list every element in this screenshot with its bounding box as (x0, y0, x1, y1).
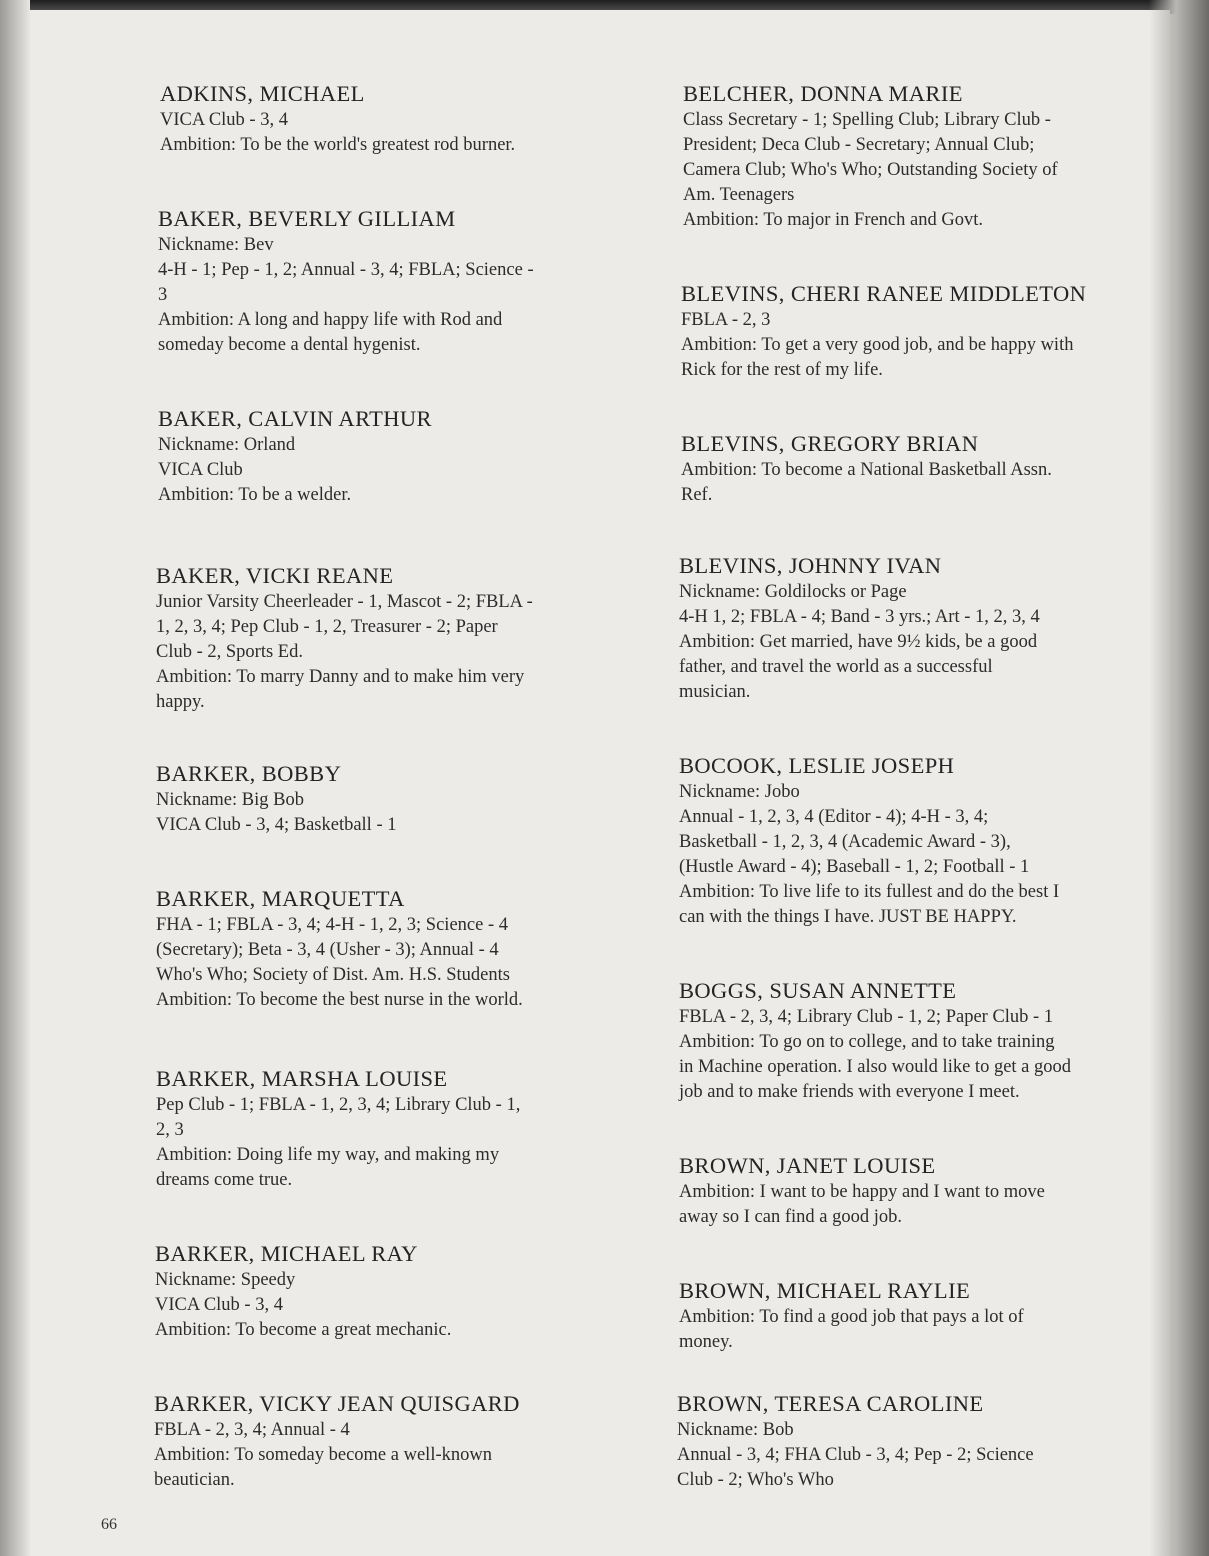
student-name: BLEVINS, CHERI RANEE MIDDLETON (681, 281, 1087, 306)
student-name: BARKER, VICKY JEAN QUISGARD (154, 1391, 520, 1416)
entry-detail-line: dreams come true. (156, 1170, 293, 1190)
entry-detail-line: 4-H - 1; Pep - 1, 2; Annual - 3, 4; FBLA; Science - (158, 260, 534, 280)
entry-detail-line: Ambition: To find a good job that pays a lot of (679, 1307, 1024, 1327)
entry-detail-line: Nickname: Speedy (155, 1270, 296, 1290)
entry-detail-line: happy. (156, 692, 205, 712)
entry-detail-line: VICA Club - 3, 4; Basketball - 1 (156, 815, 397, 835)
student-entry (679, 552, 1179, 705)
entry-detail-line: Class Secretary - 1; Spelling Club; Library Club - (683, 110, 1051, 130)
entry-detail-line: Am. Teenagers (683, 185, 795, 205)
student-name: BAKER, BEVERLY GILLIAM (158, 206, 456, 231)
entry-detail-line: Rick for the rest of my life. (681, 360, 883, 380)
entry-detail-line: FBLA - 2, 3, 4; Annual - 4 (154, 1420, 350, 1440)
entry-detail-line: VICA Club (158, 460, 243, 480)
entry-detail-line: Nickname: Goldilocks or Page (679, 582, 907, 602)
student-entry (156, 885, 626, 1013)
entry-detail-line: father, and travel the world as a successful (679, 657, 993, 677)
entry-detail-line: in Machine operation. I also would like to get a good (679, 1057, 1072, 1077)
entry-detail-line: Nickname: Jobo (679, 782, 800, 802)
entry-detail-line: Ambition: To become a great mechanic. (155, 1320, 452, 1340)
entry-detail-line: (Hustle Award - 4); Baseball - 1, 2; Football - 1 (679, 857, 1030, 877)
student-entry (156, 1065, 626, 1193)
student-name: BROWN, JANET LOUISE (679, 1153, 936, 1178)
student-name: BOGGS, SUSAN ANNETTE (679, 978, 957, 1003)
entry-detail-line: VICA Club - 3, 4 (155, 1295, 283, 1315)
entry-detail-line: 4-H 1, 2; FBLA - 4; Band - 3 yrs.; Art - 1, 2, 3, 4 (679, 607, 1040, 627)
entry-detail-line: Club - 2, Sports Ed. (156, 642, 303, 662)
entry-detail-line: Nickname: Bob (677, 1420, 794, 1440)
entry-detail-line: Ambition: To go on to college, and to take training (679, 1032, 1055, 1052)
entry-detail-line: Ambition: To become a National Basketball Assn. (681, 460, 1052, 480)
entry-detail-line: Nickname: Big Bob (156, 790, 304, 810)
entry-detail-line: FHA - 1; FBLA - 3, 4; 4-H - 1, 2, 3; Science - 4 (156, 915, 508, 935)
student-entry (156, 760, 626, 838)
entry-detail-line: someday become a dental hygenist. (158, 335, 421, 355)
student-name: BLEVINS, GREGORY BRIAN (681, 431, 979, 456)
student-name: BELCHER, DONNA MARIE (683, 81, 963, 106)
student-name: BROWN, MICHAEL RAYLIE (679, 1278, 971, 1303)
entry-detail-line: FBLA - 2, 3, 4; Library Club - 1, 2; Paper Club - 1 (679, 1007, 1054, 1027)
student-name: BOCOOK, LESLIE JOSEPH (679, 753, 955, 778)
student-name: BAKER, VICKI REANE (156, 563, 394, 588)
student-entry (679, 752, 1179, 930)
student-entry (158, 405, 628, 508)
entry-detail-line: job and to make friends with everyone I meet. (679, 1082, 1020, 1102)
student-name: BAKER, CALVIN ARTHUR (158, 406, 432, 431)
entry-detail-line: Club - 2; Who's Who (677, 1470, 834, 1490)
entry-detail-line: musician. (679, 682, 751, 702)
student-name: BLEVINS, JOHNNY IVAN (679, 553, 942, 578)
entry-detail-line: Ambition: To major in French and Govt. (683, 210, 983, 230)
student-name: BARKER, BOBBY (156, 761, 342, 786)
entry-detail-line: Ambition: To marry Danny and to make him very (156, 667, 525, 687)
student-entry (154, 1390, 624, 1493)
entry-detail-line: Camera Club; Who's Who; Outstanding Society of (683, 160, 1058, 180)
student-entry (681, 280, 1181, 383)
scan-left-edge (0, 0, 30, 1556)
student-entry (158, 205, 628, 358)
entry-detail-line: Ambition: A long and happy life with Rod and (158, 310, 503, 330)
entry-detail-line: 3 (158, 285, 168, 305)
student-name: BARKER, MARSHA LOUISE (156, 1066, 448, 1091)
student-entry (155, 1240, 625, 1343)
entry-detail-line: Ambition: To become the best nurse in the world. (156, 990, 523, 1010)
student-entry (156, 562, 626, 715)
student-entry (679, 977, 1179, 1105)
entry-detail-line: Ambition: To be the world's greatest rod burner. (160, 135, 516, 155)
entry-detail-line: Ambition: To live life to its fullest and do the best I (679, 882, 1060, 902)
student-name: ADKINS, MICHAEL (160, 81, 365, 106)
student-entry (683, 80, 1183, 233)
entry-detail-line: Ambition: To someday become a well-known (154, 1445, 492, 1465)
entry-detail-line: VICA Club - 3, 4 (160, 110, 288, 130)
entry-detail-line: money. (679, 1332, 733, 1352)
book-gutter-shadow (1149, 0, 1209, 1556)
entry-detail-line: 1, 2, 3, 4; Pep Club - 1, 2, Treasurer - 2; Paper (156, 617, 498, 637)
entry-detail-line: Pep Club - 1; FBLA - 1, 2, 3, 4; Library Club - 1, (156, 1095, 521, 1115)
student-name: BROWN, TERESA CAROLINE (677, 1391, 984, 1416)
entry-detail-line: Ambition: I want to be happy and I want to move (679, 1182, 1045, 1202)
entry-detail-line: FBLA - 2, 3 (681, 310, 771, 330)
entry-detail-line: Who's Who; Society of Dist. Am. H.S. Students (156, 965, 510, 985)
entry-detail-line: Annual - 1, 2, 3, 4 (Editor - 4); 4-H - 3, 4; (679, 807, 989, 827)
entry-detail-line: Junior Varsity Cheerleader - 1, Mascot - 2; FBLA - (156, 592, 533, 612)
entry-detail-line: (Secretary); Beta - 3, 4 (Usher - 3); Annual - 4 (156, 940, 499, 960)
entry-detail-line: Nickname: Bev (158, 235, 274, 255)
entry-detail-line: can with the things I have. JUST BE HAPPY. (679, 907, 1017, 927)
student-entry (679, 1152, 1179, 1230)
entry-detail-line: Nickname: Orland (158, 435, 296, 455)
student-entry (160, 80, 630, 158)
student-entry (681, 430, 1181, 508)
student-name: BARKER, MARQUETTA (156, 886, 405, 911)
entry-detail-line: beautician. (154, 1470, 235, 1490)
student-entry (677, 1390, 1177, 1493)
entry-detail-line: Ref. (681, 485, 713, 505)
student-entry (679, 1277, 1179, 1355)
entry-detail-line: 2, 3 (156, 1120, 184, 1140)
entry-detail-line: Basketball - 1, 2, 3, 4 (Academic Award - 3), (679, 832, 1011, 852)
student-name: BARKER, MICHAEL RAY (155, 1241, 418, 1266)
entry-detail-line: away so I can find a good job. (679, 1207, 902, 1227)
entry-detail-line: Ambition: Get married, have 9½ kids, be a good (679, 632, 1038, 652)
entry-detail-line: Annual - 3, 4; FHA Club - 3, 4; Pep - 2; Science (677, 1445, 1034, 1465)
entry-detail-line: President; Deca Club - Secretary; Annual Club; (683, 135, 1035, 155)
entry-detail-line: Ambition: To be a welder. (158, 485, 352, 505)
page-number: 66 (101, 1516, 117, 1533)
entry-detail-line: Ambition: To get a very good job, and be happy with (681, 335, 1074, 355)
entry-detail-line: Ambition: Doing life my way, and making my (156, 1145, 500, 1165)
